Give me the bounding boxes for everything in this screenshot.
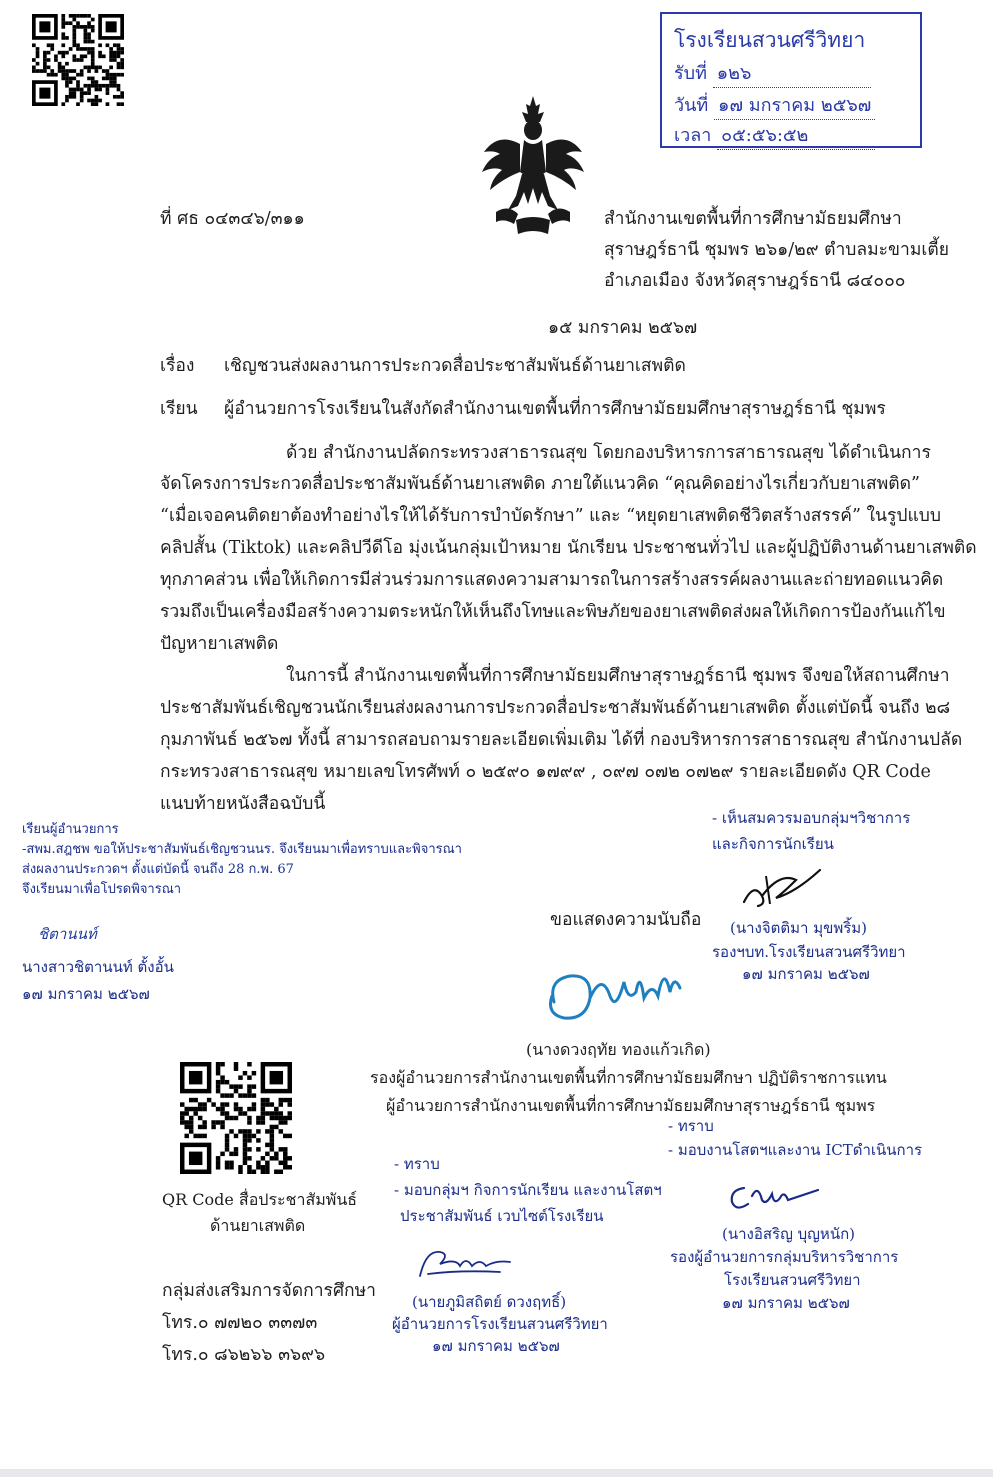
stamp-date-value: ๑๗ มกราคม ๒๕๖๗ [714,90,875,120]
office-address-line-3: อำเภอเมือง จังหวัดสุราษฎร์ธานี ๘๔๐๐๐ [604,271,906,291]
garuda-emblem-icon [478,92,588,242]
note-mid-line-1: - ทราบ [394,1155,440,1173]
para1-line-3: “เมื่อเจอคนติดยาต้องทำอย่างไรให้ได้รับการบำบัดรักษา” และ “หยุดยาเสพติดชีวิตสร้างสรรค์” ในรูปแบบ [160,506,941,526]
para2-line-3: กุมภาพันธ์ ๒๕๖๗ ทั้งนี้ สามารถสอบถามรายละเอียดเพิ่มเติม ได้ที่ กองบริหารการสาธารณสุข สำนักงานปลัด [160,730,963,750]
subject-text: เชิญชวนส่งผลงานการประกวดสื่อประชาสัมพันธ์ด้านยาเสพติด [224,356,686,376]
qr-caption-line-1: QR Code สื่อประชาสัมพันธ์ [162,1190,358,1209]
recipient-text: ผู้อำนวยการโรงเรียนในสังกัดสำนักงานเขตพื้นที่การศึกษามัธยมศึกษาสุราษฎร์ธานี ชุมพร [224,399,886,419]
recipient-label: เรียน [160,399,198,419]
signer-title-1: รองผู้อำนวยการสำนักงานเขตพื้นที่การศึกษามัธยมศึกษา ปฏิบัติราชการแทน [370,1068,887,1087]
para1-line-4: คลิปสั้น (Tiktok) และคลิปวีดีโอ มุ่งเน้นกลุ่มเป้าหมาย นักเรียน ประชาชนทั่วไป และผู้ปฏิบัติงานด้านยาเสพติด [160,538,977,558]
note-right-date: ๑๗ มกราคม ๒๕๖๗ [742,965,870,983]
office-address-line-2: สุราษฎร์ธานี ชุมพร ๒๖๑/๒๙ ตำบลมะขามเตี้ย [604,240,949,260]
receipt-stamp [660,12,922,148]
stamp-receive-label: รับที่ [674,63,707,84]
para1-line-6: รวมถึงเป็นเครื่องมือสร้างความตระหนักให้เห็นถึงโทษและพิษภัยของยาเสพติดส่งผลให้เกิดการป้องกันแก้ไข [160,602,946,622]
signature-jittima-icon [736,862,826,914]
para1-line-2: จัดโครงการประกวดสื่อประชาสัมพันธ์ด้านยาเสพติด ภายใต้แนวคิด “คุณคิดอย่างไรเกี่ยวกับยาเสพติด” [160,474,920,494]
note-left-name: นางสาวชิตานนท์ ตั้งอั้น [22,958,174,976]
qr-code-drug-media [180,1062,292,1174]
page-bottom-edge [0,1469,993,1477]
signature-director-icon [410,1240,520,1284]
note-left-line-4: จึงเรียนมาเพื่อโปรดพิจารณา [22,882,182,897]
note-left-signature: ชิตานนท์ [38,925,97,943]
para2-line-1: ในการนี้ สำนักงานเขตพื้นที่การศึกษามัธยมศึกษาสุราษฎร์ธานี ชุมพร จึงขอให้สถานศึกษา [286,666,950,686]
deputy-title-1: รองผู้อำนวยการกลุ่มบริหารวิชาการ [670,1248,899,1266]
stamp-date-label: วันที่ [674,95,709,116]
signature-duangruthai-icon [540,952,690,1034]
note-right-line-2: และกิจการนักเรียน [712,835,834,853]
note-right-line-1: - เห็นสมควรมอบกลุ่มฯวิชาการ [712,809,911,827]
stamp-receive-row [674,58,871,88]
para1-line-1: ด้วย สำนักงานปลัดกระทรวงสาธารณสุข โดยกองบริหารการสาธารณสุข ได้ดำเนินการ [286,443,931,463]
qr-code-graphic [32,14,124,106]
note-mid-line-2: - มอบกลุ่มฯ กิจการนักเรียน และงานโสตฯ [394,1181,662,1199]
stamp-date-row [674,90,875,120]
contact-tel-1: โทร.๐ ๗๗๒๐ ๓๓๗๓ [162,1313,318,1333]
note-mid-right-line-1: - ทราบ [668,1117,714,1135]
contact-tel-2: โทร.๐ ๘๖๒๖๖ ๓๖๙๖ [162,1345,326,1365]
note-left-line-3: ส่งผลงานประกวดฯ ตั้งแต่บัดนี้ จนถึง 28 ก.พ. 67 [22,862,294,877]
deputy-date: ๑๗ มกราคม ๒๕๖๗ [722,1294,850,1312]
signature-isarin-icon [724,1176,824,1216]
signer-title-2: ผู้อำนวยการสำนักงานเขตพื้นที่การศึกษามัธยมศึกษาสุราษฎร์ธานี ชุมพร [386,1096,876,1115]
note-left-line-2: -สพม.สฎชพ ขอให้ประชาสัมพันธ์เชิญชวนนร. จึงเรียนมาเพื่อทราบและพิจารณา [22,842,462,857]
para1-line-7: ปัญหายาเสพติด [160,634,279,654]
subject-label: เรื่อง [160,356,195,376]
stamp-school-name: โรงเรียนสวนศรีวิทยา [674,28,866,52]
deputy-title-2: โรงเรียนสวนศรีวิทยา [724,1271,861,1289]
qr-code-graphic-2 [180,1062,292,1174]
note-right-name: (นางจิตติมา มุขพริ้ม) [730,919,868,937]
stamp-receive-value: ๑๒๖ [713,58,871,88]
stamp-time-row [674,120,875,150]
note-left-date: ๑๗ มกราคม ๒๕๖๗ [22,985,150,1003]
note-mid-right-line-2: - มอบงานโสตฯและงาน ICTดำเนินการ [668,1141,923,1159]
deputy-name: (นางอิสริญ บุญหนัก) [722,1225,856,1243]
note-mid-line-3: ประชาสัมพันธ์ เวบไซต์โรงเรียน [400,1207,604,1225]
director-name: (นายภูมิสถิตย์ ดวงฤทธิ์) [412,1293,567,1311]
note-right-title: รองฯบท.โรงเรียนสวนศรีวิทยา [712,943,906,961]
stamp-time-value: ๐๕:๕๖:๕๒ [717,120,875,150]
para2-line-4: กระทรวงสาธารณสุข หมายเลขโทรศัพท์ ๐ ๒๕๙๐ ๑๗๙๙ , ๐๙๗ ๐๗๒ ๐๗๒๙ รายละเอียดดัง QR Code [160,762,931,782]
director-date: ๑๗ มกราคม ๒๕๖๗ [432,1337,560,1355]
document-number: ที่ ศธ ๐๔๓๔๖/๓๑๑ [160,209,305,229]
director-title: ผู้อำนวยการโรงเรียนสวนศรีวิทยา [392,1315,608,1333]
closing-regards: ขอแสดงความนับถือ [550,910,702,930]
para2-line-5: แนบท้ายหนังสือฉบับนี้ [160,794,326,814]
contact-department: กลุ่มส่งเสริมการจัดการศึกษา [162,1281,377,1301]
signer-name: (นางดวงฤทัย ทองแก้วเกิด) [526,1040,711,1059]
qr-caption-line-2: ด้านยาเสพติด [210,1216,306,1235]
qr-code-top [32,14,124,106]
para1-line-5: ทุกภาคส่วน เพื่อให้เกิดการมีส่วนร่วมการแสดงความสามารถในการสร้างสรรค์ผลงานและถ่ายทอดแนวคิด [160,570,944,590]
office-address-line-1: สำนักงานเขตพื้นที่การศึกษามัธยมศึกษา [604,209,902,229]
document-date: ๑๕ มกราคม ๒๕๖๗ [548,318,698,338]
para2-line-2: ประชาสัมพันธ์เชิญชวนนักเรียนส่งผลงานการประกวดสื่อประชาสัมพันธ์ด้านยาเสพติด ตั้งแต่บัดนี้ จนถึง ๒๘ [160,698,951,718]
note-left-line-1: เรียนผู้อำนวยการ [22,822,119,837]
stamp-time-label: เวลา [674,125,712,146]
